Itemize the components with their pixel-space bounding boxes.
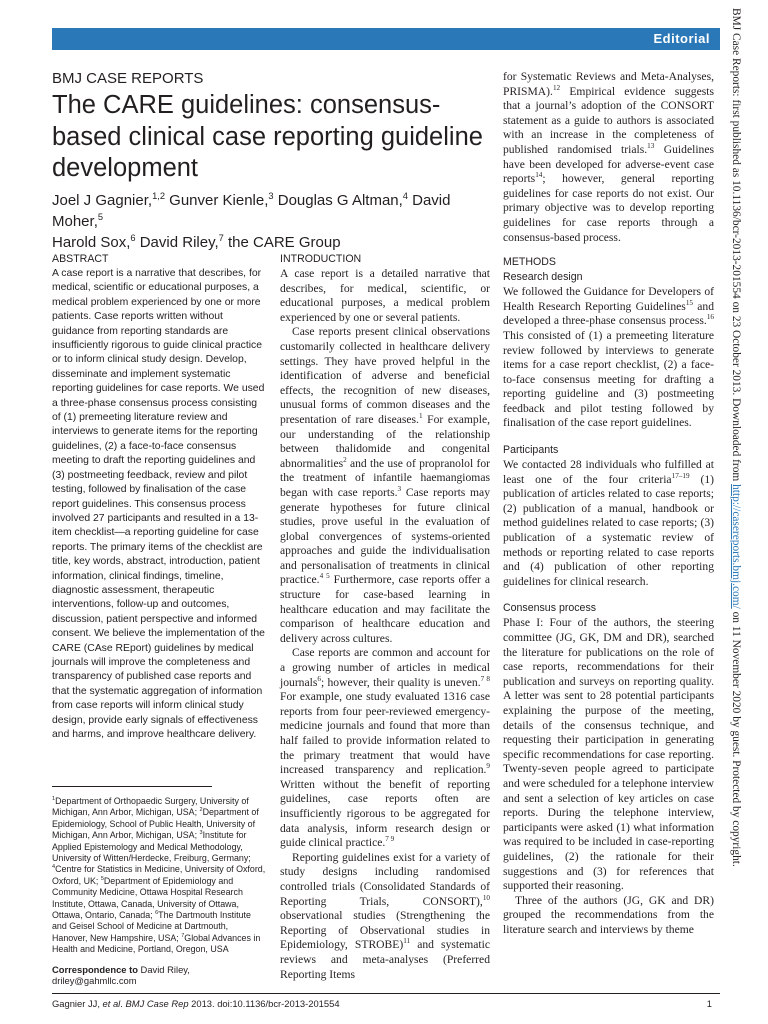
text-run: ; however, general reporting guidelines for case reports do not exist. Our primary objective was to develop reporting guidelines for case reports through a consensus-based process. <box>503 172 714 244</box>
reference-marker: 2 <box>343 455 347 464</box>
paragraph <box>280 325 490 646</box>
introduction-section <box>280 252 490 982</box>
paragraph <box>280 851 490 982</box>
reference-marker: 12 <box>552 83 561 92</box>
consensus-body <box>503 616 714 937</box>
paragraph <box>503 458 714 589</box>
paragraph <box>503 894 714 938</box>
text-run: This consisted of (1) a premeeting literature review followed by interviews to generate items for a case report checklist, (2) a face-to-face consensus meeting for drafting a reporting guideline and (3) postmeeting feedback and pilot testing followed by finalisation of the case report guidelines. <box>503 328 714 430</box>
journal-name: BMJ CASE REPORTS <box>52 70 204 87</box>
introduction-continuation <box>503 70 714 245</box>
reference-marker: 7 8 <box>480 674 490 683</box>
reference-marker: 6 <box>317 674 321 683</box>
author-line-2 <box>52 232 492 253</box>
reference-marker: 17–19 <box>671 471 690 480</box>
author-name: Harold Sox, <box>52 234 131 251</box>
reference-marker: 16 <box>706 313 714 322</box>
participants-body <box>503 458 714 589</box>
author-affiliation-marker: 6 <box>130 233 136 243</box>
side-note-link[interactable]: http://casereports.bmj.com/ <box>730 484 742 609</box>
reference-marker: 7 9 <box>385 835 395 844</box>
affiliation-text: The Dartmouth Institute and Geisel School of Medicine at Dartmouth, Hanover, New Hampshire, USA; <box>52 910 251 943</box>
page-footer <box>52 998 720 1009</box>
text-run: observational studies (Strengthening the Reporting of Observational studies in Epidemiology, STROBE) <box>280 909 490 952</box>
paragraph <box>280 267 490 325</box>
introduction-body <box>280 267 490 982</box>
text-run: Guidelines have been developed for adverse-event case reports <box>503 142 714 186</box>
side-note-text: BMJ Case Reports: first published as 10.1136/bcr-2013-201554 on 23 October 2013. Downloaded from <box>730 8 742 485</box>
correspondence-contact: David Riley, driley@gahmllc.com <box>52 964 190 986</box>
text-run: Furthermore, case reports offer a structure for case-based learning in healthcare education and may facilitate the comparison of healthcare education and delivery across cultures. <box>280 573 490 645</box>
affiliation-text: Department of Epidemiology, School of Public Health, University of Michigan, Ann Arbor, Michigan, USA; <box>52 807 259 841</box>
author-name: Gunver Kienle, <box>165 192 269 209</box>
participants-heading: Participants <box>503 444 559 457</box>
reference-marker: 11 <box>403 937 411 946</box>
paragraph <box>503 616 714 893</box>
correspondence-label: Correspondence to <box>52 964 138 975</box>
text-run: and the use of propranolol for the treatment of infantile haemangiomas began with case reports. <box>280 456 490 499</box>
author-affiliation-marker: 3 <box>268 191 274 201</box>
correspondence <box>52 964 272 986</box>
affiliation-text: Institute for Applied Epistemology and Medical Methodology, University of Witten/Herdecke, Freiburg, Germany; <box>52 830 251 864</box>
page-number: 1 <box>706 998 712 1009</box>
right-column <box>503 70 714 937</box>
affiliation-number: 4 <box>52 864 56 871</box>
text-run: A case report is a detailed narrative that describes, for medical, scientific, or educational purposes, a medical problem experienced by one or several patients. <box>280 267 490 324</box>
citation: Gagnier JJ, et al. BMJ Case Rep 2013. doi:10.1136/bcr-2013-201554 <box>52 998 340 1009</box>
author-affiliation-marker: 4 <box>402 191 408 201</box>
side-note <box>726 8 746 1018</box>
author-group: the CARE Group <box>223 234 341 251</box>
text-run: We followed the Guidance for Developers of Health Research Reporting Guidelines <box>503 285 714 313</box>
abstract-section <box>52 252 266 742</box>
consensus-heading: Consensus process <box>503 602 597 615</box>
research-design-heading: Research design <box>503 271 583 284</box>
text-run: and systematic reviews and meta-analyses (Preferred Reporting Items <box>280 938 490 981</box>
author-line-1 <box>52 190 492 232</box>
author-name: David Riley, <box>135 234 219 251</box>
reference-marker: 10 <box>482 893 490 902</box>
affiliation-text: Department of Epidemiology and Community Medicine, Ottawa Hospital Research Institute, Ottawa, Canada, University of Ottawa, Ottawa, Ontario, Canada; <box>52 875 243 921</box>
side-note-text-end: on 11 November 2020 by guest. Protected by copyright. <box>730 608 742 867</box>
affiliation-number: 6 <box>155 910 159 917</box>
footer-divider <box>52 993 720 994</box>
paragraph <box>503 70 714 245</box>
reference-marker: 3 <box>397 485 402 494</box>
reference-marker: 13 <box>647 142 655 151</box>
text-run: and developed a three-phase consensus process. <box>503 299 715 328</box>
author-name: David Moher, <box>52 192 451 230</box>
text-run: Case reports may generate hypotheses for future clinical studies, prove useful in the evaluation of global convergences of systems-oriented approaches and guide the individualisation and personalisation of treatments in clinical practice. <box>280 485 490 587</box>
text-run: For example, one study evaluated 1316 case reports from four peer-reviewed emergency-medicine journals and found that more than half failed to provide information related to the primary treatment that would have increased transparency and replication. <box>280 690 490 777</box>
affiliation-divider <box>52 786 212 787</box>
reference-marker: 15 <box>685 298 693 307</box>
text-run: Three of the authors (JG, GK and DR) grouped the recommendations from the literature search and interviews by theme <box>503 893 714 936</box>
author-name: Douglas G Altman, <box>273 192 403 209</box>
text-run: (1) publication of articles related to case reports; (2) publication of a manual, handbook or method guidelines related to case reports; (3) publication of a systematic review of methods or reporting related to case reports and (4) publication of other reporting guidelines for clinical research. <box>503 472 715 588</box>
abstract-heading: ABSTRACT <box>52 253 109 265</box>
text-run: Phase I: Four of the authors, the steering committee (JG, GK, DM and DR), searched the literature for publications on the role of case reports, recommendations for their publication and surveys on reporting quality. A letter was sent to 28 potential participants explaining the purpose of the meeting, details of the consensus technique, and requesting their participation in generating specific recommendations for case reporting. Twenty-seven people agreed to participate and were scheduled for a telephone interview and sent a selection of key articles on case reports. During the telephone interview, participants were asked (1) what information was required to be included in case-reporting guidelines, (2) the rationale for their suggestions and (3) for references that supported their reasoning. <box>503 616 714 893</box>
abstract-text: A case report is a narrative that describes, for medical, scientific or educational purposes, a medical problem experienced by one or more patients. Case reports written without guidance from reporting standards are insufficiently rigorous to guide clinical practice or to inform clinical study design. Develop, disseminate and implement systematic reporting guidelines for case reports. We used a three-phase consensus process consisting of (1) premeeting literature review and interviews to generate items for the reporting guidelines, (2) a face-to-face consensus meeting to draft the reporting guidelines and (3) postmeeting feedback, review and pilot testing, followed by finalisation of the case report guidelines. This consensus process involved 27 participants and resulted in a 13-item checklist—a reporting guideline for case reports. The primary items of the checklist are title, key words, abstract, introduction, patient information, clinical findings, timeline, diagnostic assessment, therapeutic interventions, follow-up and outcomes, discussion, patient perspective and informed consent. We believe the implementation of the CARE (CAse REport) guidelines by medical journals will improve the completeness and transparency of published case reports and that the systematic aggregation of information from case reports will inform clinical study design, provide early signals of effectiveness and harms, and improve healthcare delivery. <box>52 268 265 740</box>
article-title: The CARE guidelines: consensus-based clinical case reporting guideline development <box>52 91 483 182</box>
author-list <box>52 190 492 253</box>
author-affiliation-marker: 5 <box>97 212 104 222</box>
affiliation-number: 1 <box>52 796 56 803</box>
introduction-heading: INTRODUCTION <box>280 253 362 265</box>
affiliation-number: 2 <box>199 807 203 814</box>
affiliation-text: Centre for Statistics in Medicine, University of Oxford, Oxford, UK; <box>52 864 266 886</box>
reference-marker: 4 5 <box>319 572 330 581</box>
text-run: Reporting guidelines exist for a variety of study designs including randomised controlled trials (Consolidated Standards of Reporting Trials, CONSORT), <box>280 850 490 908</box>
text-run: ; however, their quality is uneven. <box>320 675 481 689</box>
affiliation-text: Department of Orthopaedic Surgery, University of Michigan, Ann Arbor, Michigan, USA; <box>52 796 249 818</box>
reference-marker: 14 <box>535 171 543 180</box>
text-run: for Systematic Reviews and Meta-Analyses, PRISMA). <box>503 70 714 98</box>
text-run: Written without the benefit of reporting guidelines, case reports often are insufficiently rigorous to be aggregated for data analysis, inform research design or guide clinical practice. <box>280 777 490 850</box>
section-tab: Editorial <box>653 31 710 46</box>
paragraph <box>280 646 490 850</box>
author-name: Joel J Gagnier, <box>52 192 153 209</box>
methods-heading: METHODS <box>503 256 556 269</box>
affiliation-number: 5 <box>100 875 104 882</box>
reference-marker: 1 <box>418 412 423 421</box>
affiliation-text: Global Advances in Health and Medicine, Portland, Oregon, USA <box>52 932 261 955</box>
author-affiliation-marker: 7 <box>218 233 224 243</box>
author-affiliation-marker: 1,2 <box>152 191 165 201</box>
affiliations <box>52 796 266 956</box>
text-run: Case reports present clinical observations customarily collected in healthcare delivery settings. They have proved helpful in the identification of adverse and beneficial effects, the recognition of new diseases, unusual forms of common diseases and the presentation of rare diseases. <box>280 325 490 426</box>
section-banner <box>52 28 720 50</box>
reference-marker: 9 <box>486 762 490 771</box>
text-run: Empirical evidence suggests that a journal’s adoption of the CONSORT statement as a guide to authors is associated with an increase in the completeness of published randomised trials. <box>503 84 714 156</box>
text-run: Case reports are common and account for a growing number of articles in medical journals <box>280 646 490 689</box>
text-run: For example, our understanding of the relationship between thalidomide and congenital abnormalities <box>280 412 490 470</box>
text-run: We contacted 28 individuals who fulfilled at least one of the four criteria <box>503 458 714 486</box>
research-design-body <box>503 285 714 431</box>
paragraph <box>503 285 714 431</box>
affiliation-number: 3 <box>199 830 203 837</box>
affiliation-number: 7 <box>181 932 185 939</box>
